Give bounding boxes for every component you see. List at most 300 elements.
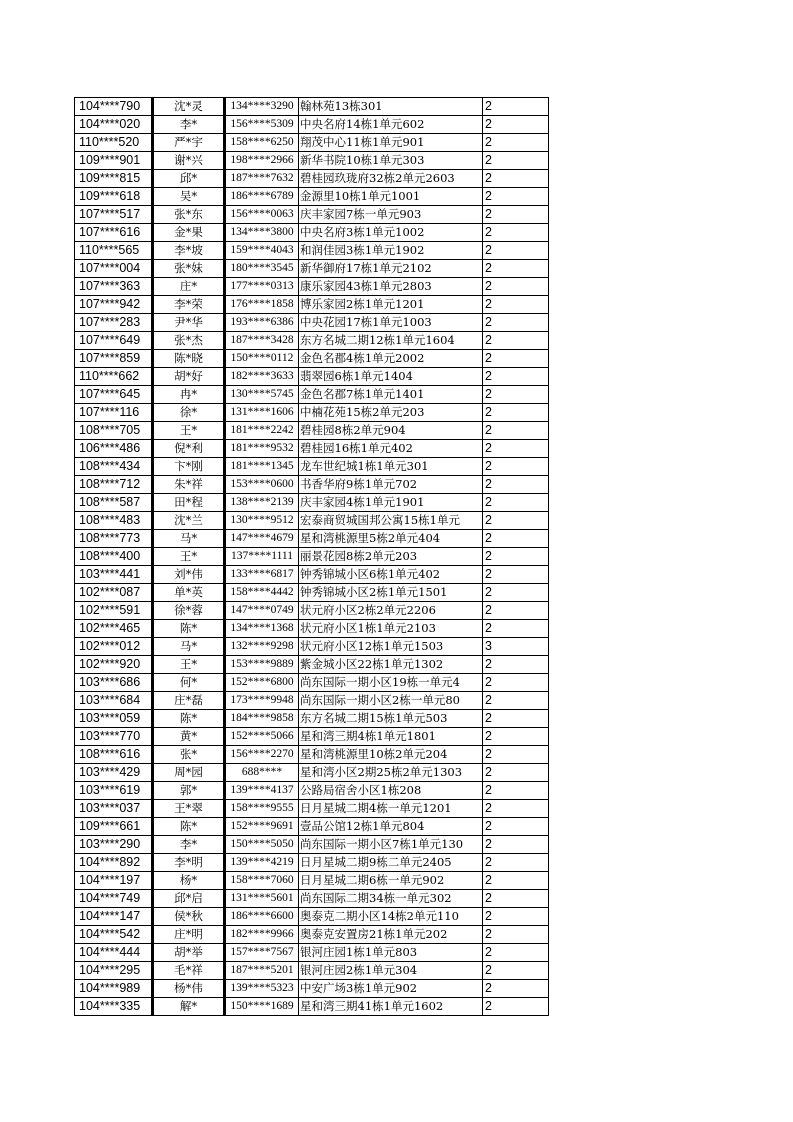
- quantity-cell: 2: [483, 656, 549, 674]
- name-cell: 杨*伟: [152, 980, 224, 998]
- quantity-cell: 2: [483, 152, 549, 170]
- address-cell: 康乐家园43栋1单元2803: [299, 278, 483, 296]
- table-body: [74, 97, 549, 1016]
- name-cell: 庄*磊: [152, 692, 224, 710]
- table-row: [74, 710, 549, 728]
- table-row: [74, 386, 549, 404]
- address-cell: 星和湾桃源里10栋2单元204: [299, 746, 483, 764]
- quantity-cell: 2: [483, 800, 549, 818]
- address-cell: 和润佳园3栋1单元1902: [299, 242, 483, 260]
- quantity-cell: 2: [483, 260, 549, 278]
- quantity-cell: 2: [483, 440, 549, 458]
- address-cell: 碧桂园8栋2单元904: [299, 422, 483, 440]
- quantity-cell: 2: [483, 296, 549, 314]
- phone-cell: 134****3800: [224, 224, 299, 242]
- table-row: [74, 638, 549, 656]
- quantity-cell: 2: [483, 746, 549, 764]
- phone-cell: 182****9966: [224, 926, 299, 944]
- address-cell: 状元府小区12栋1单元1503: [299, 638, 483, 656]
- id-cell: 106****486: [74, 440, 152, 458]
- phone-cell: 150****0112: [224, 350, 299, 368]
- phone-cell: 181****2242: [224, 422, 299, 440]
- quantity-cell: 2: [483, 170, 549, 188]
- table-row: [74, 332, 549, 350]
- name-cell: 郭*: [152, 782, 224, 800]
- name-cell: 王*: [152, 656, 224, 674]
- table-row: [74, 530, 549, 548]
- id-cell: 104****989: [74, 980, 152, 998]
- name-cell: 刘*伟: [152, 566, 224, 584]
- id-cell: 104****020: [74, 116, 152, 134]
- table-row: [74, 998, 549, 1016]
- id-cell: 108****483: [74, 512, 152, 530]
- quantity-cell: 2: [483, 566, 549, 584]
- phone-cell: 181****1345: [224, 458, 299, 476]
- quantity-cell: 2: [483, 602, 549, 620]
- phone-cell: 156****2270: [224, 746, 299, 764]
- table-row: [74, 242, 549, 260]
- table-row: [74, 260, 549, 278]
- address-cell: 钟秀锦城小区6栋1单元402: [299, 566, 483, 584]
- id-cell: 107****004: [74, 260, 152, 278]
- phone-cell: 137****1111: [224, 548, 299, 566]
- quantity-cell: 2: [483, 422, 549, 440]
- name-cell: 黄*: [152, 728, 224, 746]
- name-cell: 田*程: [152, 494, 224, 512]
- phone-cell: 150****1689: [224, 998, 299, 1016]
- name-cell: 张*: [152, 746, 224, 764]
- id-cell: 109****815: [74, 170, 152, 188]
- address-cell: 奥泰克二期小区14栋2单元110: [299, 908, 483, 926]
- table-row: [74, 116, 549, 134]
- table-row: [74, 800, 549, 818]
- id-cell: 102****087: [74, 584, 152, 602]
- address-cell: 博乐家园2栋1单元1201: [299, 296, 483, 314]
- phone-cell: 131****1606: [224, 404, 299, 422]
- name-cell: 张*妹: [152, 260, 224, 278]
- address-cell: 中央名府14栋1单元602: [299, 116, 483, 134]
- phone-cell: 176****1858: [224, 296, 299, 314]
- phone-cell: 131****5601: [224, 890, 299, 908]
- table-row: [74, 728, 549, 746]
- id-cell: 108****616: [74, 746, 152, 764]
- name-cell: 陈*晓: [152, 350, 224, 368]
- name-cell: 邱*: [152, 170, 224, 188]
- quantity-cell: 2: [483, 476, 549, 494]
- address-cell: 星和湾三期4栋1单元1801: [299, 728, 483, 746]
- quantity-cell: 2: [483, 584, 549, 602]
- name-cell: 胡*好: [152, 368, 224, 386]
- quantity-cell: 2: [483, 350, 549, 368]
- phone-cell: 158****7060: [224, 872, 299, 890]
- spreadsheet-table: [74, 97, 549, 1016]
- table-row: [74, 746, 549, 764]
- phone-cell: 130****5745: [224, 386, 299, 404]
- table-row: [74, 512, 549, 530]
- name-cell: 毛*祥: [152, 962, 224, 980]
- address-cell: 中央花园17栋1单元1003: [299, 314, 483, 332]
- table-row: [74, 674, 549, 692]
- name-cell: 沈*兰: [152, 512, 224, 530]
- quantity-cell: 2: [483, 224, 549, 242]
- phone-cell: 138****2139: [224, 494, 299, 512]
- name-cell: 陈*: [152, 710, 224, 728]
- address-cell: 翔茂中心11栋1单元901: [299, 134, 483, 152]
- id-cell: 102****920: [74, 656, 152, 674]
- table-row: [74, 278, 549, 296]
- phone-cell: 180****3545: [224, 260, 299, 278]
- address-cell: 庆丰家园4栋1单元1901: [299, 494, 483, 512]
- id-cell: 107****363: [74, 278, 152, 296]
- quantity-cell: 2: [483, 836, 549, 854]
- phone-cell: 158****6250: [224, 134, 299, 152]
- name-cell: 李*: [152, 116, 224, 134]
- phone-cell: 187****5201: [224, 962, 299, 980]
- id-cell: 110****662: [74, 368, 152, 386]
- table-row: [74, 458, 549, 476]
- name-cell: 王*翠: [152, 800, 224, 818]
- table-row: [74, 944, 549, 962]
- quantity-cell: 2: [483, 764, 549, 782]
- address-cell: 尚东国际一期小区19栋一单元4: [299, 674, 483, 692]
- table-row: [74, 962, 549, 980]
- id-cell: 103****037: [74, 800, 152, 818]
- address-cell: 碧桂园玖珑府32栋2单元2603: [299, 170, 483, 188]
- quantity-cell: 2: [483, 998, 549, 1016]
- name-cell: 吴*: [152, 188, 224, 206]
- address-cell: 东方名城二期12栋1单元1604: [299, 332, 483, 350]
- quantity-cell: 2: [483, 926, 549, 944]
- quantity-cell: 2: [483, 710, 549, 728]
- name-cell: 倪*利: [152, 440, 224, 458]
- id-cell: 104****147: [74, 908, 152, 926]
- table-row: [74, 134, 549, 152]
- address-cell: 新华御府17栋1单元2102: [299, 260, 483, 278]
- id-cell: 110****565: [74, 242, 152, 260]
- quantity-cell: 2: [483, 620, 549, 638]
- name-cell: 谢*兴: [152, 152, 224, 170]
- phone-cell: 187****3428: [224, 332, 299, 350]
- name-cell: 解*: [152, 998, 224, 1016]
- name-cell: 金*果: [152, 224, 224, 242]
- table-row: [74, 188, 549, 206]
- phone-cell: 193****6386: [224, 314, 299, 332]
- name-cell: 李*坡: [152, 242, 224, 260]
- phone-cell: 159****4043: [224, 242, 299, 260]
- id-cell: 104****197: [74, 872, 152, 890]
- id-cell: 108****587: [74, 494, 152, 512]
- table-row: [74, 476, 549, 494]
- id-cell: 104****790: [74, 97, 152, 116]
- phone-cell: 139****4137: [224, 782, 299, 800]
- quantity-cell: 2: [483, 206, 549, 224]
- quantity-cell: 2: [483, 530, 549, 548]
- phone-cell: 177****0313: [224, 278, 299, 296]
- id-cell: 109****618: [74, 188, 152, 206]
- address-cell: 星和湾桃源里5栋2单元404: [299, 530, 483, 548]
- quantity-cell: 2: [483, 368, 549, 386]
- quantity-cell: 2: [483, 854, 549, 872]
- phone-cell: 150****5050: [224, 836, 299, 854]
- id-cell: 107****517: [74, 206, 152, 224]
- id-cell: 104****892: [74, 854, 152, 872]
- phone-cell: 152****6800: [224, 674, 299, 692]
- phone-cell: 184****9858: [224, 710, 299, 728]
- table-row: [74, 980, 549, 998]
- name-cell: 张*东: [152, 206, 224, 224]
- address-cell: 翰林苑13栋301: [299, 97, 483, 116]
- phone-cell: 173****9948: [224, 692, 299, 710]
- name-cell: 王*: [152, 548, 224, 566]
- id-cell: 104****295: [74, 962, 152, 980]
- name-cell: 陈*: [152, 620, 224, 638]
- phone-cell: 152****5066: [224, 728, 299, 746]
- id-cell: 107****645: [74, 386, 152, 404]
- quantity-cell: 2: [483, 674, 549, 692]
- table-row: [74, 170, 549, 188]
- id-cell: 109****661: [74, 818, 152, 836]
- id-cell: 108****705: [74, 422, 152, 440]
- phone-cell: 132****9298: [224, 638, 299, 656]
- id-cell: 103****441: [74, 566, 152, 584]
- table-row: [74, 854, 549, 872]
- phone-cell: 147****4679: [224, 530, 299, 548]
- name-cell: 庄*明: [152, 926, 224, 944]
- table-row: [74, 656, 549, 674]
- quantity-cell: 2: [483, 242, 549, 260]
- id-cell: 109****901: [74, 152, 152, 170]
- address-cell: 碧桂园16栋1单元402: [299, 440, 483, 458]
- address-cell: 星和湾小区2期25栋2单元1303: [299, 764, 483, 782]
- phone-cell: 186****6600: [224, 908, 299, 926]
- id-cell: 107****649: [74, 332, 152, 350]
- name-cell: 冉*: [152, 386, 224, 404]
- name-cell: 严*宇: [152, 134, 224, 152]
- id-cell: 103****290: [74, 836, 152, 854]
- table-row: [74, 224, 549, 242]
- address-cell: 银河庄园1栋1单元803: [299, 944, 483, 962]
- address-cell: 壹品公馆12栋1单元804: [299, 818, 483, 836]
- address-cell: 金色名郡7栋1单元1401: [299, 386, 483, 404]
- name-cell: 陈*: [152, 818, 224, 836]
- address-cell: 尚东国际一期小区7栋1单元130: [299, 836, 483, 854]
- address-cell: 金色名郡4栋1单元2002: [299, 350, 483, 368]
- address-cell: 紫金城小区22栋1单元1302: [299, 656, 483, 674]
- id-cell: 103****059: [74, 710, 152, 728]
- name-cell: 徐*蓉: [152, 602, 224, 620]
- table-row: [74, 890, 549, 908]
- address-cell: 日月星城二期9栋二单元2405: [299, 854, 483, 872]
- phone-cell: 158****9555: [224, 800, 299, 818]
- id-cell: 108****712: [74, 476, 152, 494]
- phone-cell: 688****: [224, 764, 299, 782]
- quantity-cell: 2: [483, 134, 549, 152]
- quantity-cell: 2: [483, 908, 549, 926]
- id-cell: 110****520: [74, 134, 152, 152]
- id-cell: 108****773: [74, 530, 152, 548]
- table-row: [74, 836, 549, 854]
- quantity-cell: 2: [483, 872, 549, 890]
- name-cell: 马*: [152, 530, 224, 548]
- quantity-cell: 2: [483, 314, 549, 332]
- address-cell: 日月星城二期6栋一单元902: [299, 872, 483, 890]
- address-cell: 宏泰商贸城国邦公寓15栋1单元: [299, 512, 483, 530]
- quantity-cell: 2: [483, 782, 549, 800]
- address-cell: 尚东国际一期小区2栋一单元80: [299, 692, 483, 710]
- phone-cell: 153****9889: [224, 656, 299, 674]
- table-row: [74, 872, 549, 890]
- name-cell: 单*英: [152, 584, 224, 602]
- quantity-cell: 2: [483, 512, 549, 530]
- quantity-cell: 2: [483, 818, 549, 836]
- quantity-cell: 2: [483, 728, 549, 746]
- table-row: [74, 368, 549, 386]
- id-cell: 103****429: [74, 764, 152, 782]
- address-cell: 庆丰家园7栋一单元903: [299, 206, 483, 224]
- address-cell: 书香华府9栋1单元702: [299, 476, 483, 494]
- name-cell: 王*: [152, 422, 224, 440]
- table-row: [74, 296, 549, 314]
- phone-cell: 157****7567: [224, 944, 299, 962]
- name-cell: 卞*刚: [152, 458, 224, 476]
- id-cell: 104****749: [74, 890, 152, 908]
- address-cell: 金源里10栋1单元1001: [299, 188, 483, 206]
- table-row: [74, 620, 549, 638]
- phone-cell: 186****6789: [224, 188, 299, 206]
- quantity-cell: 2: [483, 97, 549, 116]
- phone-cell: 134****1368: [224, 620, 299, 638]
- table-row: [74, 782, 549, 800]
- table-row: [74, 818, 549, 836]
- name-cell: 马*: [152, 638, 224, 656]
- phone-cell: 158****4442: [224, 584, 299, 602]
- phone-cell: 198****2966: [224, 152, 299, 170]
- id-cell: 103****619: [74, 782, 152, 800]
- id-cell: 108****434: [74, 458, 152, 476]
- quantity-cell: 2: [483, 332, 549, 350]
- name-cell: 何*: [152, 674, 224, 692]
- address-cell: 状元府小区1栋1单元2103: [299, 620, 483, 638]
- quantity-cell: 2: [483, 890, 549, 908]
- id-cell: 104****444: [74, 944, 152, 962]
- address-cell: 东方名城二期15栋1单元503: [299, 710, 483, 728]
- quantity-cell: 2: [483, 944, 549, 962]
- phone-cell: 139****5323: [224, 980, 299, 998]
- table-row: [74, 494, 549, 512]
- quantity-cell: 2: [483, 494, 549, 512]
- name-cell: 胡*举: [152, 944, 224, 962]
- address-cell: 中央名府3栋1单元1002: [299, 224, 483, 242]
- address-cell: 中安广场3栋1单元902: [299, 980, 483, 998]
- table-row: [74, 566, 549, 584]
- id-cell: 103****686: [74, 674, 152, 692]
- phone-cell: 133****6817: [224, 566, 299, 584]
- phone-cell: 130****9512: [224, 512, 299, 530]
- phone-cell: 147****0749: [224, 602, 299, 620]
- phone-cell: 182****3633: [224, 368, 299, 386]
- table-row: [74, 152, 549, 170]
- address-cell: 尚东国际二期34栋一单元302: [299, 890, 483, 908]
- table-row: [74, 404, 549, 422]
- quantity-cell: 2: [483, 116, 549, 134]
- name-cell: 沈*灵: [152, 97, 224, 116]
- name-cell: 侯*秋: [152, 908, 224, 926]
- id-cell: 102****465: [74, 620, 152, 638]
- table-row: [74, 440, 549, 458]
- quantity-cell: 2: [483, 386, 549, 404]
- id-cell: 107****942: [74, 296, 152, 314]
- name-cell: 邱*启: [152, 890, 224, 908]
- id-cell: 107****616: [74, 224, 152, 242]
- name-cell: 李*: [152, 836, 224, 854]
- id-cell: 104****335: [74, 998, 152, 1016]
- name-cell: 朱*祥: [152, 476, 224, 494]
- name-cell: 尹*华: [152, 314, 224, 332]
- phone-cell: 153****0600: [224, 476, 299, 494]
- address-cell: 星和湾三期41栋1单元1602: [299, 998, 483, 1016]
- quantity-cell: 2: [483, 962, 549, 980]
- quantity-cell: 2: [483, 692, 549, 710]
- address-cell: 丽景花园8栋2单元203: [299, 548, 483, 566]
- name-cell: 徐*: [152, 404, 224, 422]
- table-row: [74, 97, 549, 116]
- address-cell: 奥泰克安置房21栋1单元202: [299, 926, 483, 944]
- name-cell: 张*杰: [152, 332, 224, 350]
- address-cell: 翡翠园6栋1单元1404: [299, 368, 483, 386]
- id-cell: 107****283: [74, 314, 152, 332]
- phone-cell: 187****7632: [224, 170, 299, 188]
- table-row: [74, 926, 549, 944]
- address-cell: 状元府小区2栋2单元2206: [299, 602, 483, 620]
- id-cell: 104****542: [74, 926, 152, 944]
- id-cell: 103****684: [74, 692, 152, 710]
- table-row: [74, 350, 549, 368]
- id-cell: 102****591: [74, 602, 152, 620]
- id-cell: 107****859: [74, 350, 152, 368]
- name-cell: 庄*: [152, 278, 224, 296]
- phone-cell: 181****9532: [224, 440, 299, 458]
- name-cell: 李*荣: [152, 296, 224, 314]
- table-row: [74, 692, 549, 710]
- address-cell: 银河庄园2栋1单元304: [299, 962, 483, 980]
- quantity-cell: 2: [483, 188, 549, 206]
- address-cell: 公路局宿舍小区1栋208: [299, 782, 483, 800]
- id-cell: 107****116: [74, 404, 152, 422]
- quantity-cell: 2: [483, 980, 549, 998]
- phone-cell: 139****4219: [224, 854, 299, 872]
- phone-cell: 152****9691: [224, 818, 299, 836]
- address-cell: 新华书院10栋1单元303: [299, 152, 483, 170]
- table-row: [74, 206, 549, 224]
- table-row: [74, 908, 549, 926]
- id-cell: 102****012: [74, 638, 152, 656]
- quantity-cell: 2: [483, 548, 549, 566]
- quantity-cell: 2: [483, 458, 549, 476]
- id-cell: 108****400: [74, 548, 152, 566]
- name-cell: 周*园: [152, 764, 224, 782]
- quantity-cell: 3: [483, 638, 549, 656]
- address-cell: 钟秀锦城小区2栋1单元1501: [299, 584, 483, 602]
- address-cell: 龙车世纪城1栋1单元301: [299, 458, 483, 476]
- quantity-cell: 2: [483, 404, 549, 422]
- table-row: [74, 548, 549, 566]
- table-row: [74, 314, 549, 332]
- id-cell: 103****770: [74, 728, 152, 746]
- phone-cell: 156****5309: [224, 116, 299, 134]
- address-cell: 日月星城二期4栋一单元1201: [299, 800, 483, 818]
- quantity-cell: 2: [483, 278, 549, 296]
- table-row: [74, 422, 549, 440]
